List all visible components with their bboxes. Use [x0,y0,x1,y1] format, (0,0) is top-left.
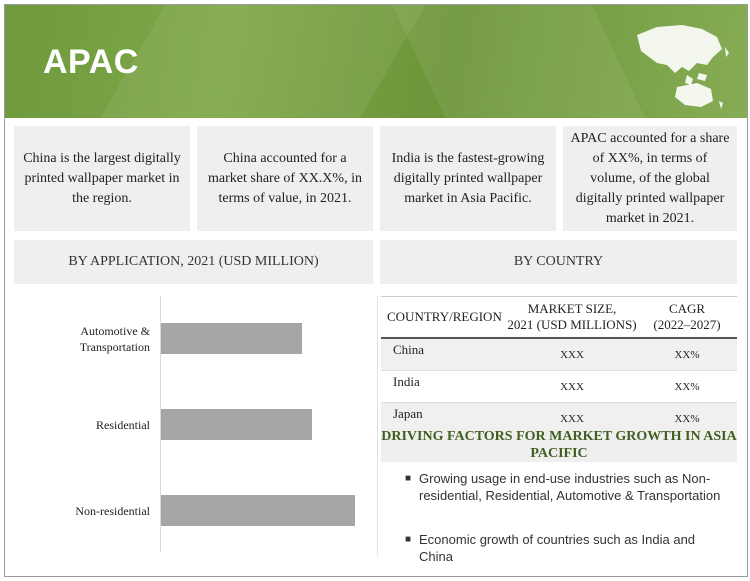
fact-card-3: India is the fastest-growing digitally printed wallpaper market in Asia Pacific. [380,126,556,231]
drivers-title-text: DRIVING FACTORS FOR MARKET GROWTH IN ASIA PACIFIC [381,429,737,461]
drivers-title [381,428,737,462]
bullet-icon: ■ [405,473,412,484]
bar-automotive-transportation [161,323,302,354]
country-cell: China [381,338,507,371]
driver-item-text: Economic growth of countries such as India and China [419,532,696,564]
header-banner [5,5,747,118]
col-header-country: COUNTRY/REGION [381,297,507,339]
cagr-cell: XX% [637,338,737,371]
country-cell: India [381,371,507,403]
cagr-cell: XX% [637,403,737,435]
bullet-icon: ■ [405,534,412,545]
table-row [381,371,737,403]
col-header-market-size-line1: MARKET SIZE, [527,301,617,316]
col-header-market-size [507,297,637,339]
driver-item [405,531,725,565]
bar-residential [161,409,312,440]
col-header-market-size-line2: 2021 (USD MILLIONS) [507,317,637,332]
driver-item-text: Growing usage in end-use industries such as Non-residential, Residential, Automotive & Transportation [419,471,721,503]
table-row [381,338,737,371]
region-title: APAC [43,43,139,81]
category-label: Non-residential [75,503,150,518]
col-header-cagr-line2: (2022–2027) [653,317,721,332]
size-cell: XXX [507,338,637,371]
col-header-cagr-line1: CAGR [668,301,706,316]
cagr-cell: XX% [637,371,737,403]
fact-card-2: China accounted for a market share of XX.X%, in terms of value, in 2021. [197,126,373,231]
country-cell: Japan [381,403,507,435]
driver-item [405,470,725,504]
application-section-title: BY APPLICATION, 2021 (USD MILLION) [14,240,373,284]
col-header-cagr [637,297,737,339]
size-cell: XXX [507,403,637,435]
size-cell: XXX [507,371,637,403]
section-divider [377,296,378,556]
country-table [381,296,737,435]
country-section-title: BY COUNTRY [380,240,737,284]
category-label: Residential [96,417,150,432]
category-label: Automotive & Transportation [79,323,150,354]
fact-card-4: APAC accounted for a share of XX%, in terms of volume, of the global digitally printed wallpaper market in 2021. [563,126,737,231]
asia-pacific-map-icon [627,17,737,112]
fact-card-1: China is the largest digitally printed wallpaper market in the region. [14,126,190,231]
bar-non-residential [161,495,355,526]
